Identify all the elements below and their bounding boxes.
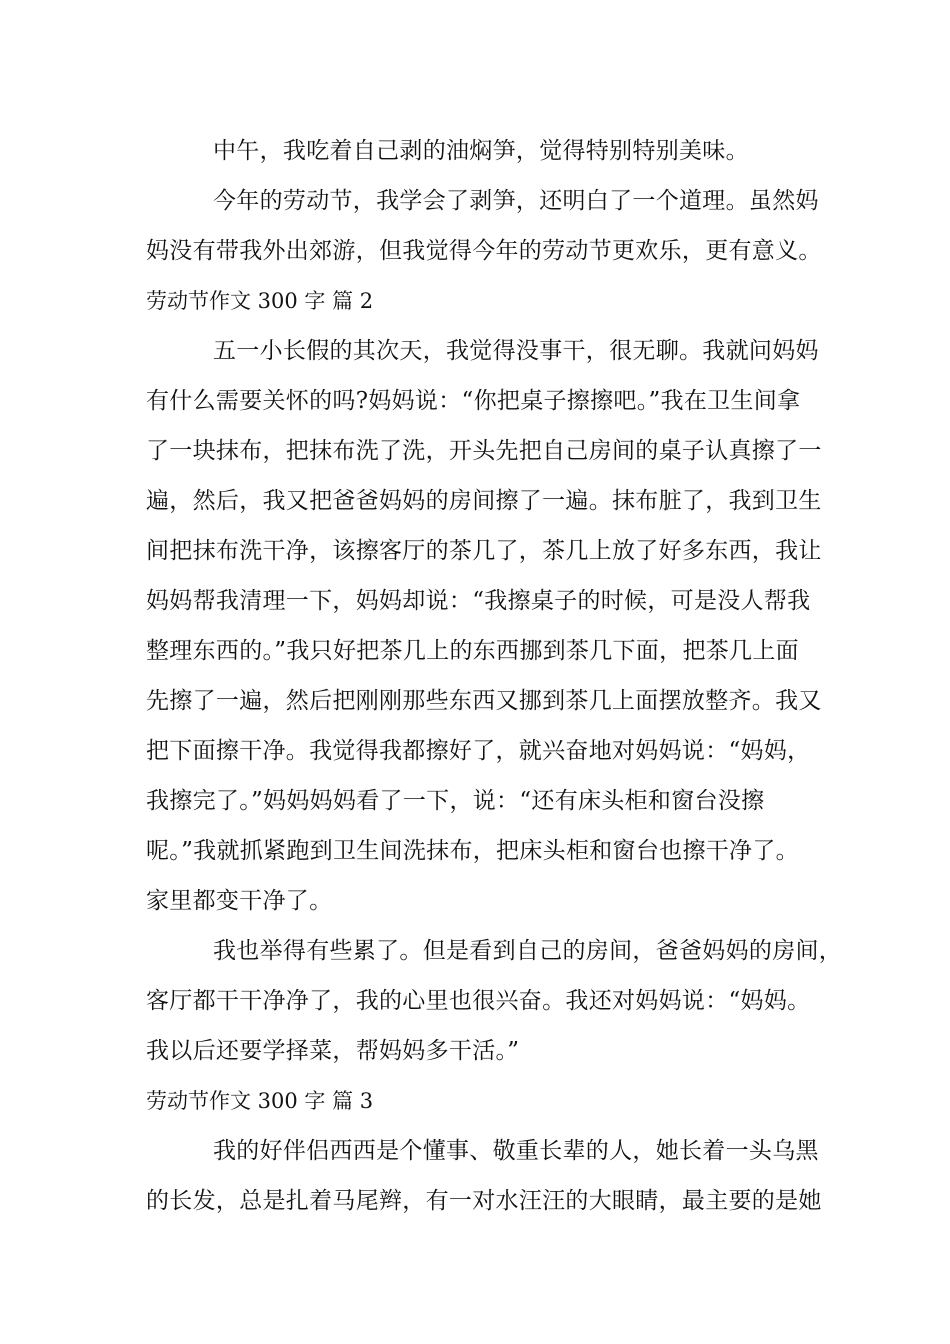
paragraph-line: 家里都变干净了。	[146, 888, 333, 914]
paragraph-line: 遍，然后，我又把爸爸妈妈的房间擦了一遍。抹布脏了，我到卫生	[146, 488, 822, 514]
paragraph-line: 有什么需要关怀的吗?妈妈说：“你把桌子擦擦吧。”我在卫生间拿	[146, 388, 801, 414]
section-heading: 劳动节作文 300 字 篇 2	[146, 289, 374, 313]
paragraph-line: 妈没有带我外出郊游，但我觉得今年的劳动节更欢乐，更有意义。	[146, 238, 822, 264]
paragraph-line: 今年的劳动节，我学会了剥笋，还明白了一个道理。虽然妈	[213, 188, 819, 214]
paragraph-line: 中午，我吃着自己剥的油焖笋，觉得特别特别美味。	[213, 138, 749, 164]
paragraph-line: 客厅都干干净净了，我的心里也很兴奋。我还对妈妈说：“妈妈。	[146, 988, 811, 1014]
paragraph-line: 先擦了一遍，然后把刚刚那些东西又挪到茶几上面摆放整齐。我又	[146, 688, 822, 714]
paragraph-line: 五一小长假的其次天，我觉得没事干，很无聊。我就问妈妈	[213, 338, 819, 364]
paragraph-line: 间把抹布洗干净，该擦客厅的茶几了，茶几上放了好多东西，我让	[146, 538, 822, 564]
paragraph-line: 呢。”我就抓紧跑到卫生间洗抹布，把床头柜和窗台也擦干净了。	[146, 838, 799, 864]
paragraph-line: 的长发，总是扎着马尾辫，有一对水汪汪的大眼睛，最主要的是她	[146, 1188, 822, 1214]
paragraph-line: 了一块抹布，把抹布洗了洗，开头先把自己房间的桌子认真擦了一	[146, 438, 822, 464]
paragraph-line: 妈妈帮我清理一下，妈妈却说：“我擦桌子的时候，可是没人帮我	[146, 588, 811, 614]
section-heading: 劳动节作文 300 字 篇 3	[146, 1089, 374, 1113]
paragraph-line: 我的好伴侣西西是个懂事、敬重长辈的人，她长着一头乌黑	[213, 1138, 819, 1164]
paragraph-line: 我也举得有些累了。但是看到自己的房间，爸爸妈妈的房间，	[213, 938, 843, 964]
paragraph-line: 我以后还要学择菜，帮妈妈多干活。”	[146, 1038, 520, 1064]
paragraph-line: 整理东西的。”我只好把茶几上的东西挪到茶几下面，把茶几上面	[146, 638, 799, 664]
paragraph-line: 把下面擦干净。我觉得我都擦好了，就兴奋地对妈妈说：“妈妈，	[146, 738, 811, 764]
paragraph-line: 我擦完了。”妈妈妈妈看了一下，说：“还有床头柜和窗台没擦	[146, 788, 765, 814]
